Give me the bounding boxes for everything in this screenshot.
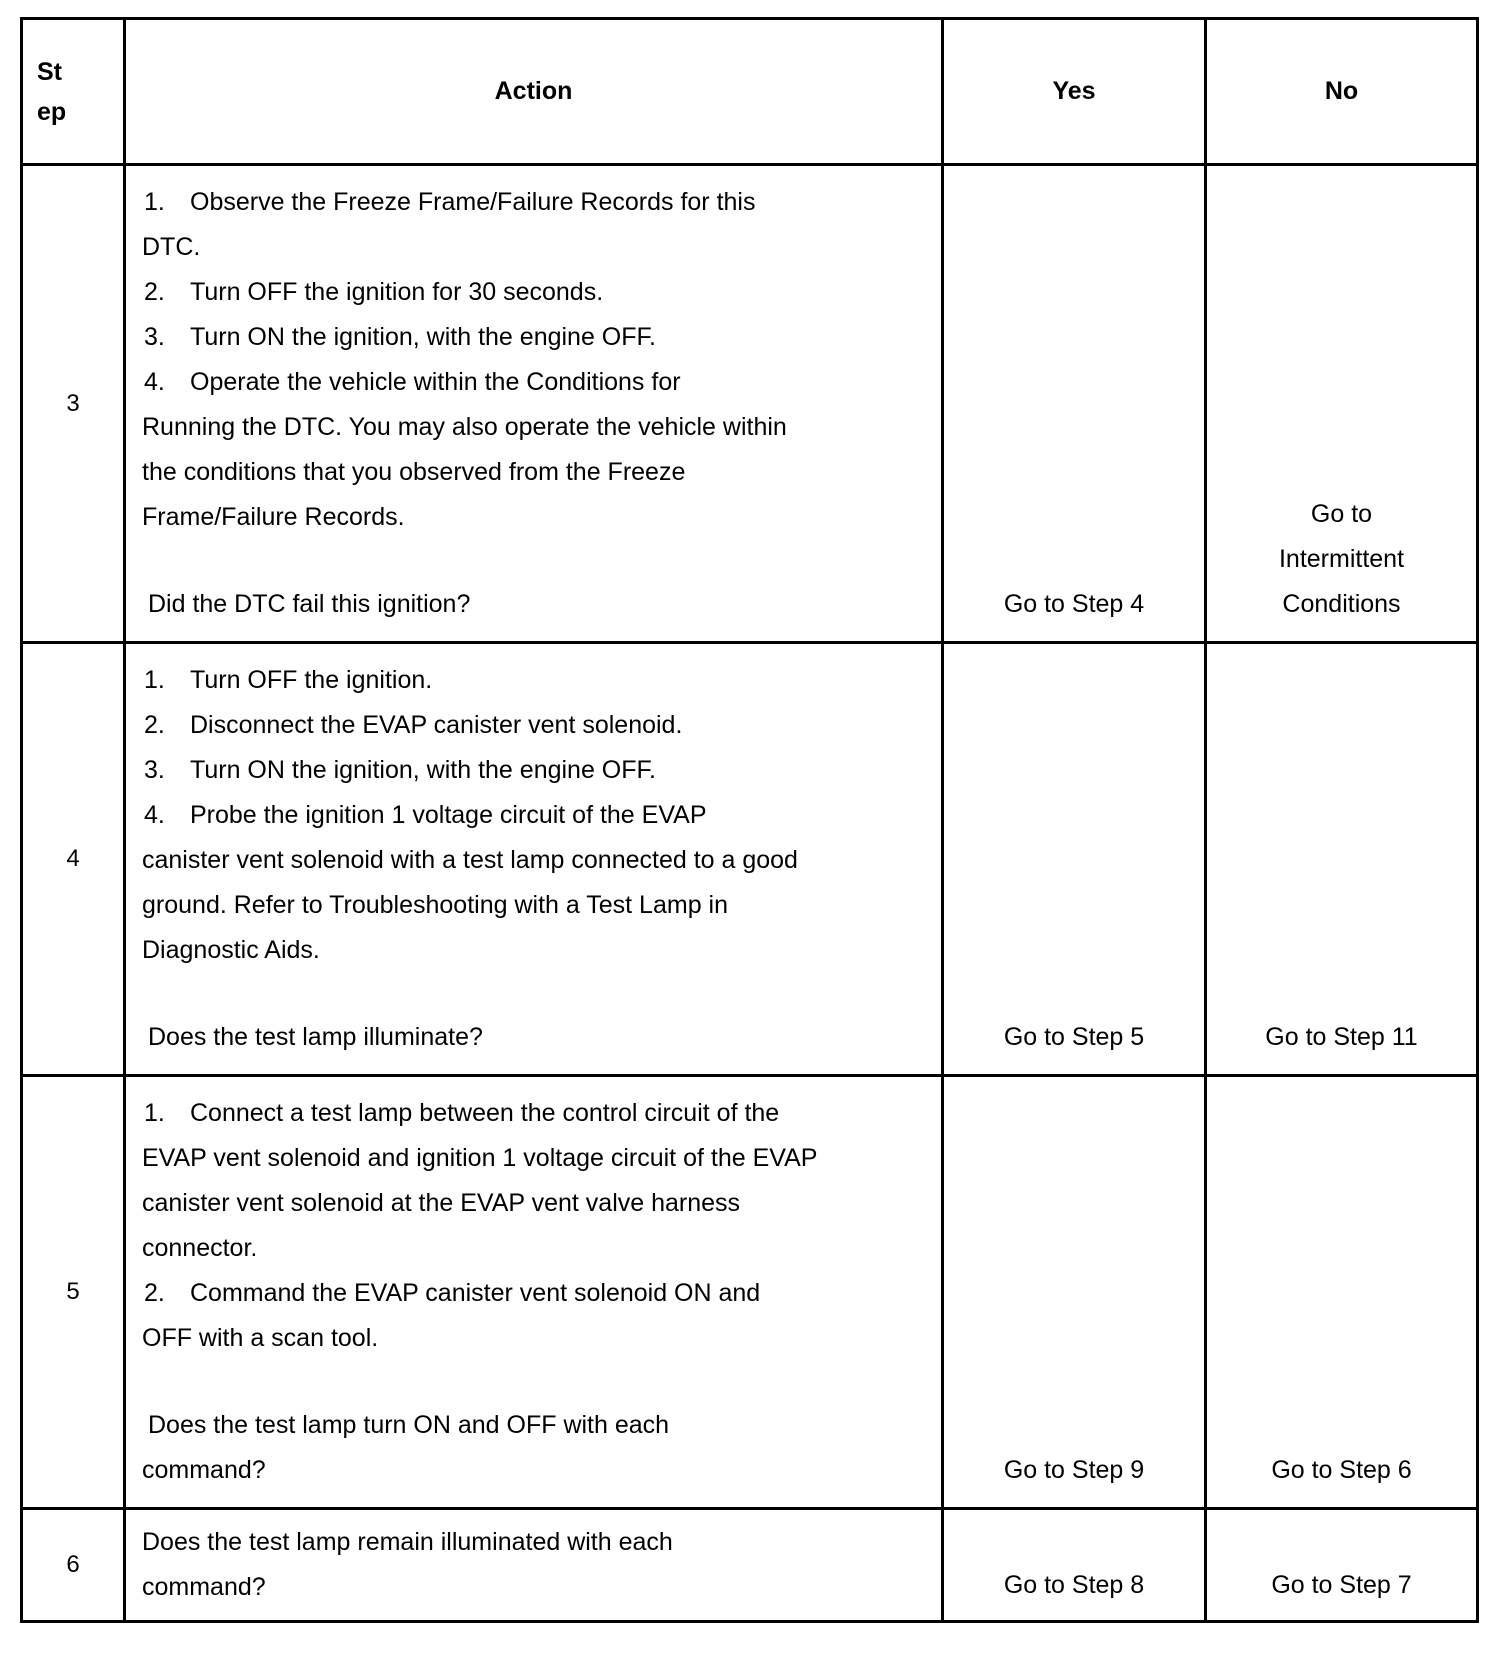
no-result: Go to Step 11 [1206,643,1478,1076]
step-number: 6 [22,1509,125,1622]
table-row [22,1076,1478,1509]
no-header: No [1206,19,1478,165]
step-header-line2: ep [37,97,67,126]
step-header-line1: St [37,57,62,86]
action-header: Action [125,19,943,165]
step-number: 3 [22,165,125,643]
header-row [22,19,1478,165]
action-item: 4. Probe the ignition 1 voltage circuit of the EVAP canister vent solenoid with a test lamp connected to a good ground. Refer to Troubleshooting with a Test Lamp in Diagnostic Aids. [142,801,798,964]
action-cell [125,1509,943,1622]
action-item: 2. Turn OFF the ignition for 30 seconds. [144,278,604,306]
diagnostic-table [20,17,1479,1623]
no-result: Go to Intermittent Conditions [1206,165,1478,643]
step-number: 5 [22,1076,125,1509]
action-item: 2. Disconnect the EVAP canister vent solenoid. [144,711,683,739]
table-row [22,1509,1478,1622]
action-cell [125,1076,943,1509]
yes-result: Go to Step 9 [943,1076,1206,1509]
action-item: 1. Observe the Freeze Frame/Failure Records for this DTC. [142,188,756,261]
action-item: 3. Turn ON the ignition, with the engine OFF. [144,756,656,784]
action-question: Does the test lamp illuminate? [148,1023,483,1051]
action-question: Did the DTC fail this ignition? [148,590,471,618]
table-row [22,643,1478,1076]
action-cell [125,165,943,643]
action-item: 3. Turn ON the ignition, with the engine OFF. [144,323,656,351]
yes-result: Go to Step 4 [943,165,1206,643]
step-number: 4 [22,643,125,1076]
no-result: Go to Step 7 [1206,1509,1478,1622]
yes-result: Go to Step 5 [943,643,1206,1076]
action-question: Does the test lamp turn ON and OFF with each command? [142,1411,670,1484]
action-cell [125,643,943,1076]
step-header [22,19,125,165]
action-item: 1. Connect a test lamp between the control circuit of the EVAP vent solenoid and ignition 1 voltage circuit of the EVAP canister vent solenoid at the EVAP vent valve harness connector. [142,1099,817,1262]
action-item: 4. Operate the vehicle within the Conditions for Running the DTC. You may also operate the vehicle within the conditions that you observed from the Freeze Frame/Failure Records. [142,368,787,531]
yes-result: Go to Step 8 [943,1509,1206,1622]
action-question: Does the test lamp remain illuminated with each command? [142,1528,673,1601]
no-result: Go to Step 6 [1206,1076,1478,1509]
yes-header: Yes [943,19,1206,165]
action-item: 1. Turn OFF the ignition. [144,666,433,694]
action-item: 2. Command the EVAP canister vent solenoid ON and OFF with a scan tool. [142,1279,761,1352]
table-row [22,165,1478,643]
